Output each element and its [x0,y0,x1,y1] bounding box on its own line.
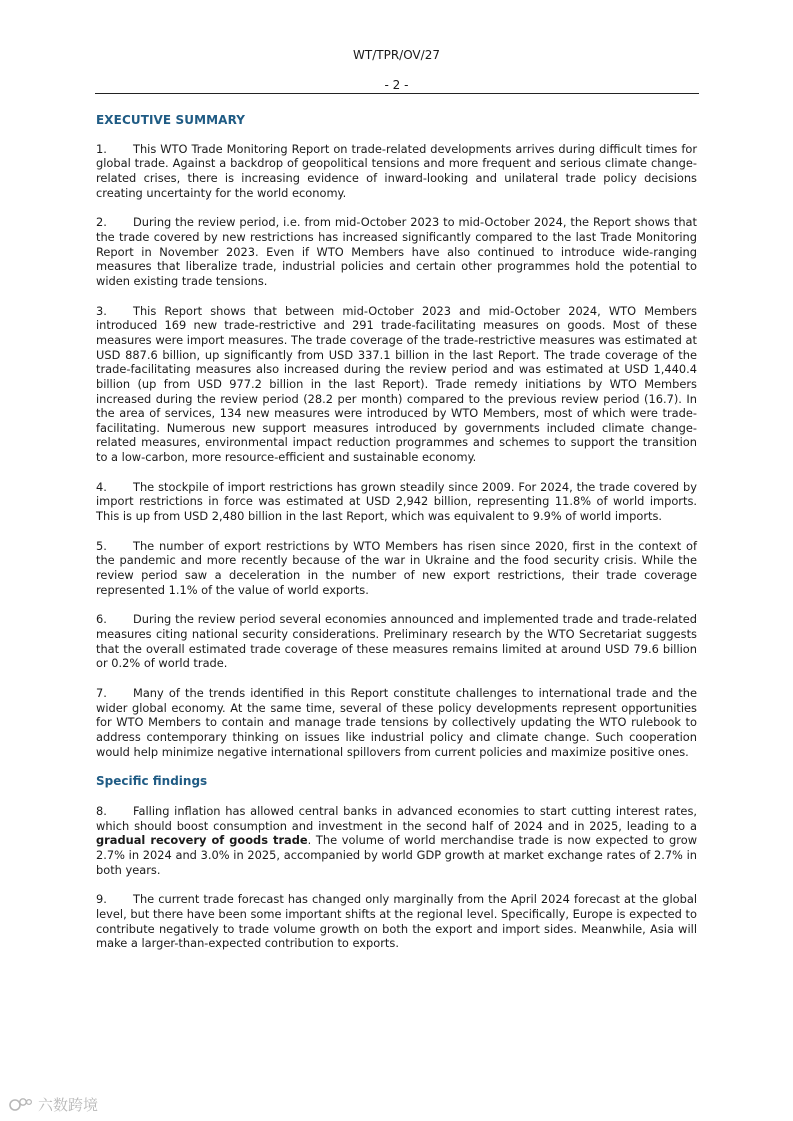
paragraph-number: 2. [96,215,107,230]
paragraph-number: 6. [96,612,107,627]
paragraph-text: The current trade forecast has changed only marginally from the April 2024 forecast at the global level, but there have been some important shifts at the regional level. Specifically, Europe is expected to contribute negatively to trade volume growth on both the export and import sides. Meanwhile, Asia will make a larger-than-expected contribution to exports. [96,892,697,951]
paragraph-text-lead: Falling inflation has allowed central banks in advanced economies to start cutting interest rates, which should boost consumption and investment in the second half of 2024 and in 2025, leading to a [96,803,697,833]
document-symbol: WT/TPR/OV/27 [353,48,440,62]
paragraph-text: The number of export restrictions by WTO Members has risen since 2020, first in the context of the pandemic and more recently because of the war in Ukraine and the food security crisis. While the review period saw a deceleration in the number of new export restrictions, their trade coverage represented 1.1% of the value of world exports. [96,538,697,597]
paragraph-5 [96,539,697,598]
paragraph-8 [96,804,697,877]
paragraph-2 [96,215,697,288]
watermark-text: 六数跨境 [38,1096,99,1114]
paragraph-text-tail: . The volume of world merchandise trade is now expected to grow 2.7% in 2024 and 3.0% in 2025, accompanied by world GDP growth at market exchange rates of 2.7% in both years. [96,833,698,877]
document-body [96,113,697,966]
paragraph-text: The stockpile of import restrictions has grown steadily since 2009. For 2024, the trade covered by import restrictions in force was estimated at USD 2,942 billion, representing 11.8% of world imports. This is up from USD 2,480 billion in the last Report, which was equivalent to 9.9% of world imports. [96,479,697,524]
paragraph-emphasis: gradual recovery of goods trade [96,833,308,848]
paragraph-number: 8. [96,803,107,818]
paragraph-9 [96,892,697,951]
paragraph-6 [96,612,697,671]
paragraph-7 [96,686,697,759]
paragraph-text: Many of the trends identified in this Report constitute challenges to international trade and the wider global economy. At the same time, several of these policy developments represent opportunities for WTO Members to contain and manage trade tensions by collectively updating the WTO rulebook to address contemporary thinking on issues like industrial policy and climate change. Such cooperation would help minimize negative international spillovers from current policies and maximize positive ones. [96,686,697,759]
paragraph-1 [96,142,697,201]
watermark-logo-icon [8,1096,34,1114]
header-divider [95,93,699,94]
paragraph-text: During the review period several economies announced and implemented trade and trade-related measures citing national security considerations. Preliminary research by the WTO Secretariat suggests that the overall estimated trade coverage of these measures remains limited at around USD 79.6 billion or 0.2% of world trade. [96,612,697,671]
subsection-title: Specific findings [96,774,208,789]
paragraph-3 [96,304,697,465]
section-title: EXECUTIVE SUMMARY [96,113,246,127]
paragraph-number: 1. [96,141,107,156]
paragraph-text: During the review period, i.e. from mid-October 2023 to mid-October 2024, the Report shows that the trade covered by new restrictions has increased significantly compared to the last Trade Monitoring Report in November 2023. Even if WTO Members have also continued to introduce wide-ranging measures that liberalize trade, industrial policies and certain other programmes hold the potential to widen existing trade tensions. [96,215,697,288]
paragraph-number: 7. [96,686,107,700]
paragraph-number: 5. [96,538,107,553]
paragraph-text: This WTO Trade Monitoring Report on trade-related developments arrives during difficult times for global trade. Against a backdrop of geopolitical tensions and more frequent and serious climate change-related crises, there is increasing evidence of inward-looking and unilateral trade policy decisions creating uncertainty for the world economy. [96,141,697,200]
paragraph-text: This Report shows that between mid-October 2023 and mid-October 2024, WTO Members introduced 169 new trade-restrictive and 291 trade-facilitating measures on goods. Most of these measures were import measures. The trade coverage of the trade-restrictive measures was estimated at USD 887.6 billion, up significantly from USD 337.1 billion in the last Report. The trade coverage of the trade-facilitating measures also increased during the review period and was estimated at USD 1,440.4 billion (up from USD 977.2 billion in the last Report). Trade remedy initiations by WTO Members increased during the review period (28.2 per month) compared to the previous review period (16.7). In the area of services, 134 new measures were introduced by WTO Members, most of which were trade-facilitating. Numerous new support measures introduced by governments included climate change-related measures, environmental impact reduction programmes and schemes to support the transition to a low-carbon, more resource-efficient and sustainable economy. [96,303,697,465]
paragraph-number: 4. [96,479,107,494]
watermark [8,1094,98,1115]
paragraph-number: 9. [96,892,107,907]
paragraph-4 [96,480,697,524]
page-number: - 2 - [384,78,409,92]
paragraph-number: 3. [96,303,107,318]
